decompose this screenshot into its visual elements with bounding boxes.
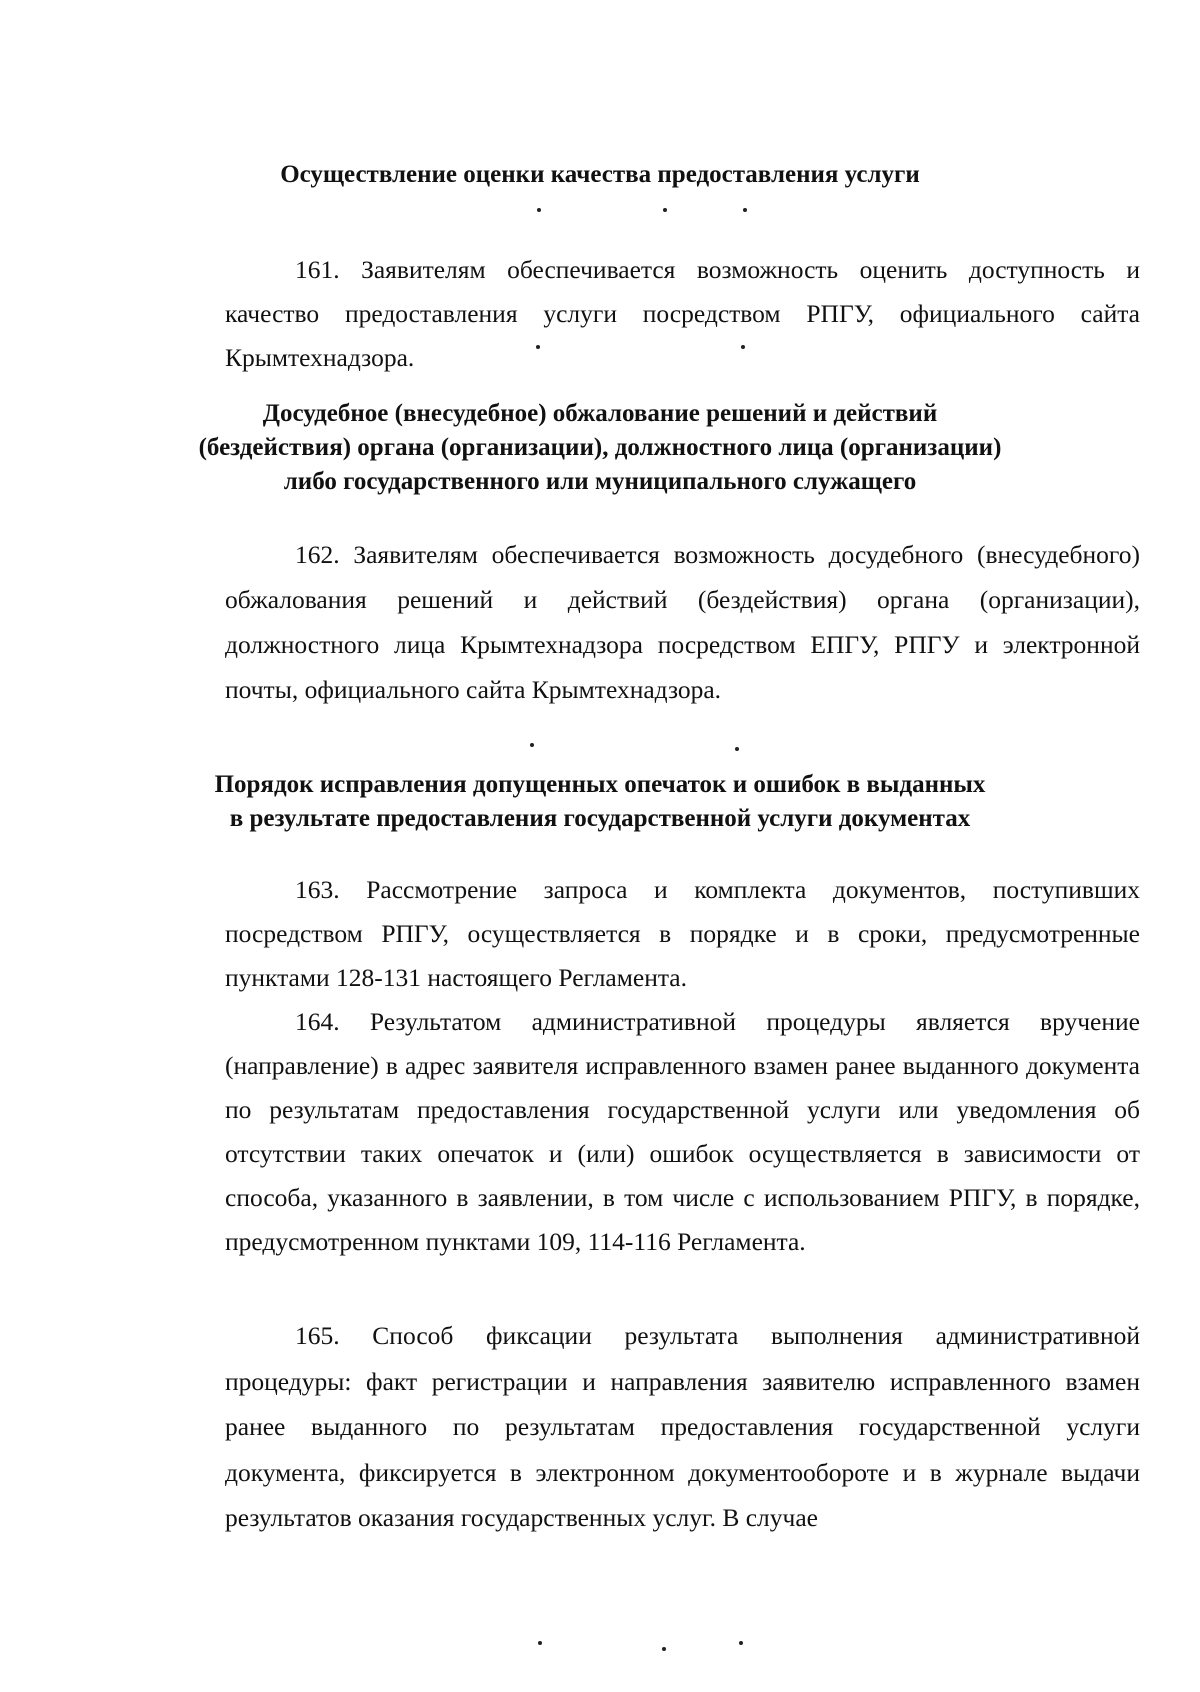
heading-line: Досудебное (внесудебное) обжалование решений и действий — [262, 400, 938, 427]
scan-dot — [741, 345, 745, 349]
scan-dot — [530, 743, 534, 747]
paragraph-161: 161. Заявителям обеспечивается возможность оценить доступность и качество предоставления услуги посредством РПГУ, официального сайта Крымтехнадзора. — [225, 255, 1140, 372]
paragraph-162: 162. Заявителям обеспечивается возможность досудебного (внесудебного) обжалования решений и действий (бездействия) органа (организации), должностного лица Крымтехнадзора посредством ЕПГУ, РПГУ и электронной почты, официального сайта Крымтехнадзора. — [225, 540, 1140, 704]
scan-dot — [663, 208, 667, 212]
section-heading-corrections — [0, 768, 1200, 836]
scan-dot — [743, 208, 747, 212]
paragraph-164: 164. Результатом административной процедуры является вручение (направление) в адрес заявителя исправленного взамен ранее выданного документа по результатам предоставления государственной услуги или уведомления об отсутствии таких опечаток и (или) ошибок осуществляется в зависимости от способа, указанного в заявлении, в том числе с использованием РПГУ, в порядке, предусмотренном пунктами 109, 114-116 Регламента. — [225, 1007, 1140, 1256]
scan-dot — [739, 1641, 743, 1645]
scan-dot — [538, 1641, 542, 1645]
scan-dot — [536, 345, 540, 349]
heading-line: либо государственного или муниципального служащего — [283, 468, 917, 495]
heading-line: (бездействия) органа (организации), должностного лица (организации) — [198, 434, 1002, 461]
paragraph-163: 163. Рассмотрение запроса и комплекта документов, поступивших посредством РПГУ, осуществляется в порядке и в сроки, предусмотренные пунктами 128-131 настоящего Регламента. — [225, 875, 1140, 992]
heading-line: Порядок исправления допущенных опечаток и ошибок в выданных — [214, 771, 986, 798]
scan-dot — [537, 208, 541, 212]
scan-dot — [735, 747, 739, 751]
heading-line: Осуществление оценки качества предоставления услуги — [280, 161, 920, 188]
heading-line: в результате предоставления государственной услуги документах — [229, 805, 971, 832]
section-heading-quality — [0, 158, 1200, 192]
paragraph-165: 165. Способ фиксации результата выполнения административной процедуры: факт регистрации и направления заявителю исправленного взамен ранее выданного по результатам предоставления государственной услуги документа, фиксируется в электронном документообороте и в журнале выдачи результатов оказания государственных услуг. В случае — [225, 1321, 1140, 1532]
scan-dot — [662, 1647, 666, 1651]
section-heading-appeal — [0, 397, 1200, 499]
